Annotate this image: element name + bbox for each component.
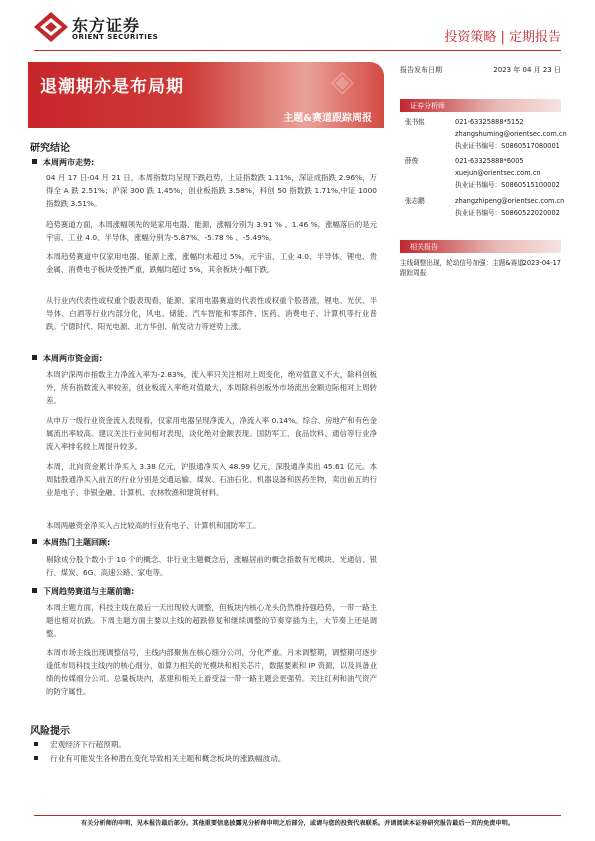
paragraph: 本周沪深两市指数主力净流入率为-2.83%，流入率只关注相对上周变化，绝对值意义不大，除科创板外，所有指数流入率较差，创业板流入率绝对值最大，本周除科创板外市场流出金额边际相对上周转差。 (46, 370, 377, 405)
analyst-name: 张书铭 (405, 118, 425, 126)
analyst-name: 薛俊 (405, 157, 419, 165)
section-title-risk: 风险提示 (30, 726, 70, 737)
logo-chinese-name: 东方证券 (72, 16, 141, 35)
related-reports-header: 相关报告 (400, 240, 561, 253)
analyst-name: 张志鹏 (405, 197, 425, 205)
analyst-phone: 021-63325888*6005 (455, 157, 524, 165)
bullet-outlook: 下周趋势赛道与主题前瞻: (32, 586, 134, 597)
report-title: 退潮期亦是布局期 (40, 77, 184, 97)
header-divider (34, 50, 561, 51)
risk-item: 行业有可能发生各种潜在变化导致相关主题和概念板块的涨跌幅波动。 (34, 753, 285, 764)
paragraph: 本周趋势赛道中仅家用电器、能源上涨，涨幅均未超过 5%，元宇宙、工业 4.0、半导体、锂电、贵金属、消费电子板块受挫严重，跌幅均超过 5%，其余板块小幅下跌。 (46, 252, 377, 274)
analyst-email: zhangshuming@orientsec.com.cn (455, 130, 567, 138)
bullet-market-trend: 本周两市走势: (32, 157, 94, 168)
analyst-email: xuejun@orientsec.com.cn (455, 169, 541, 177)
title-banner (28, 62, 384, 128)
analyst-cert: 执业证书编号：S0860522020002 (455, 209, 560, 217)
orient-securities-logo-icon (34, 12, 68, 42)
publish-date: 2023 年 04 月 23 日 (493, 66, 561, 74)
report-subtitle: 主题&赛道跟踪周报 (283, 113, 372, 124)
paragraph: 剔除成分股个数小于 10 个的概念、非行业主题概念后，涨幅居前的概念指数有光模块、光通信、银行、煤炭、6G、高速公路、家电等。 (46, 555, 377, 577)
paragraph: 从行业内代表性或权重个股表现看，能源、家用电器赛道的代表性或权重个股普涨，锂电、光伏、半导体、白酒等行业内部分化，风电、储能、汽车智能和零部件、医药、消费电子、计算机等行业普跌。宁德时代、阳光电源、北方华创、航发动力等逆势上涨。 (46, 296, 377, 331)
related-report-item[interactable] (400, 258, 561, 278)
banner-decoration: ◈ (330, 64, 354, 99)
bullet-hot-themes: 本周热门主题回顾: (32, 537, 110, 548)
analyst-cert: 执业证书编号：S0860515100002 (455, 181, 560, 189)
paragraph: 本周主题方面，科技主线在最后一天出现较大调整，但板块内核心龙头仍然维持强趋势，一带一路主题也相对抗跌。下周主题方面主要以主线的超跌修复和继续调整的节奏穿插为主，大节奏上还是调整。 (46, 603, 377, 638)
related-report-title[interactable]: 主线调整出现，轮动信号加强：主题&赛道跟踪周报 (400, 259, 524, 277)
footer-disclaimer: 有关分析师的申明，见本报告最后部分。其他重要信息披露见分析师申明之后部分，或请与您的投资代表联系。并请阅读本证券研究报告最后一页的免责申明。 (80, 820, 515, 827)
publish-date-label: 报告发布日期 (400, 66, 442, 74)
analyst-header: 证券分析师 (400, 99, 561, 112)
analyst-cert: 执业证书编号：S0860517080001 (455, 142, 560, 150)
section-title-conclusion: 研究结论 (30, 143, 70, 154)
paragraph: 本周两融资金净买入占比较高的行业有电子、计算机和国防军工。 (46, 521, 261, 530)
logo-english-name: ORIENT SECURITIES (72, 33, 159, 41)
bullet-capital-flow: 本周两市资金面: (32, 353, 102, 364)
report-category: 投资策略 | 定期报告 (444, 30, 561, 45)
risk-item: 宏观经济下行超预期。 (34, 739, 126, 750)
footer-divider (34, 815, 561, 816)
paragraph: 本周，北向资金累计净买入 3.38 亿元，沪股通净买入 48.99 亿元，深股通净卖出 45.61 亿元。本周陆股通净买入前五的行业分别是交通运输、煤炭、石油石化、机器设备和医药生物，卖出前五的行业是电子、非银金融、计算机、农林牧渔和建筑材料。 (46, 462, 377, 497)
paragraph: 趋势赛道方面，本周涨幅领先的是家用电器、能源，涨幅分别为 3.91 % 、1.46 %，涨幅落后的是元宇宙、工业 4.0、半导体，涨幅分别为-5.87%、-5.78 % 、-5.49%。 (46, 220, 377, 242)
related-report-date: 2023-04-17 (522, 259, 561, 267)
paragraph: 04 月 17 日-04 月 21 日，本周指数均呈现下跌趋势，上证指数跌 1.11%，深证成指跌 2.96%，万得全 A 跌 2.51%；沪深 300 跌 1.45%，创业板指跌 3.58%，科创 50 指数跌 1.71%,中证 1000 指数跌 3.51%。 (46, 173, 377, 208)
analyst-email: zhangzhipeng@orientsec.com.cn (455, 197, 565, 205)
analyst-phone: 021-63325888*5152 (455, 118, 524, 126)
paragraph: 本周市场主线出现调整信号，主线内部聚焦在核心细分公司，分化严重。月末调整期，调整期可逐步逢低布局科技主线内的核心细分，如算力相关的光模块和相关芯片，数据要素和 IP 资源，以及具备业绩的传媒细分公司。总量板块内，基建和相关上游受益一带一路主题会更强势。关注红利和油气资产的防守属性。 (46, 648, 377, 696)
paragraph: 从申万一级行业资金流入表现看，仅家用电器呈现净流入，净流入率 0.14%。综合、房地产和有色金属流出率较高。建议关注行业间相对表现，淡化绝对金额表现。国防军工、食品饮料、通信等行业净流入率排名较上周提升较多。 (46, 416, 377, 451)
